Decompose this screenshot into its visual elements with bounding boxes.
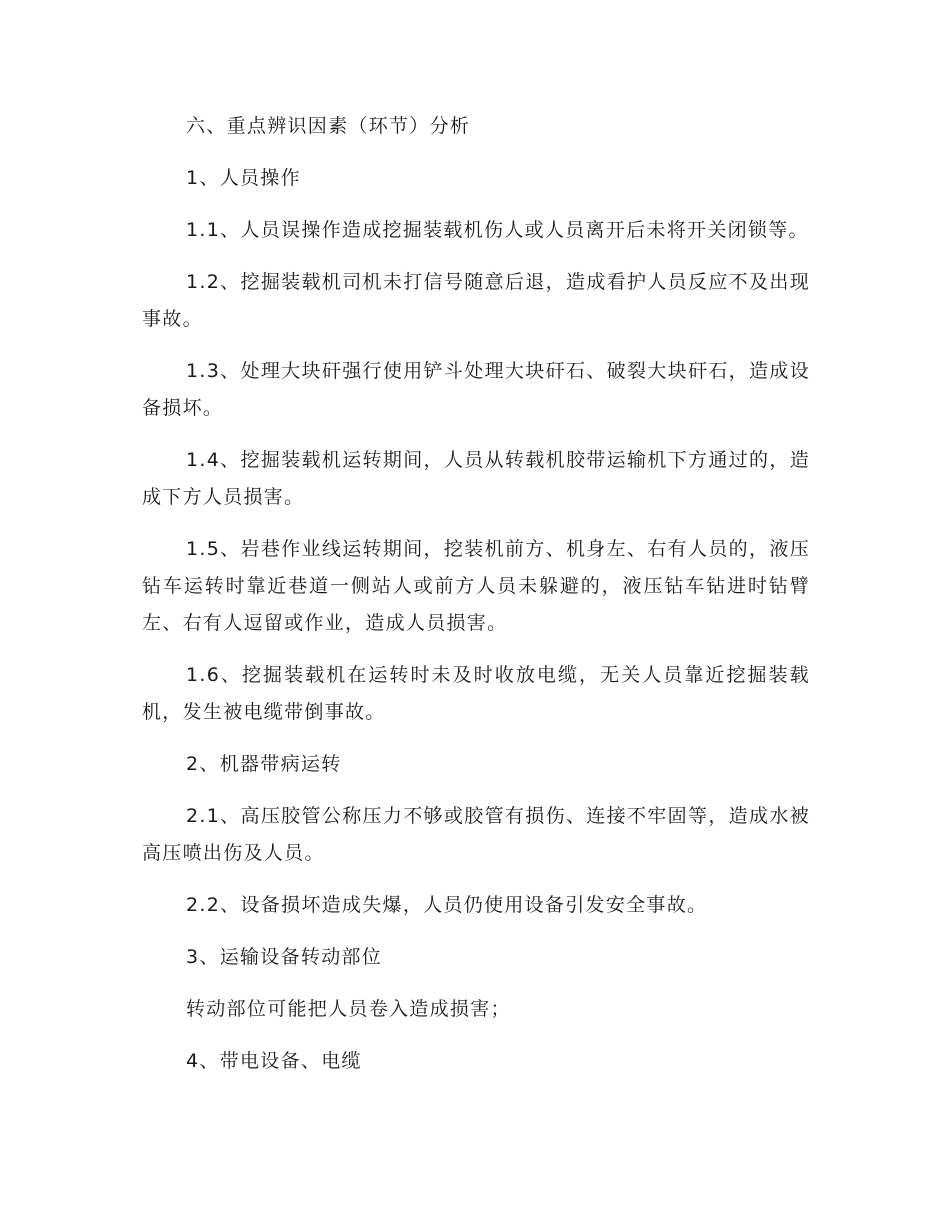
subsection-heading-1: 1、人员操作 [186, 167, 301, 189]
paragraph-2-2: 2.2、设备损坏造成失爆，人员仍使用设备引发安全事故。 [186, 894, 708, 916]
paragraph-1-1: 1.1、人员误操作造成挖掘装载机伤人或人员离开后未将开关闭锁等。 [186, 219, 809, 241]
paragraph-1-4: 1.4、挖掘装载机运转期间，人员从转载机胶带运输机下方通过的，造成下方人员损害。 [142, 449, 810, 508]
paragraph-2-1: 2.1、高压胶管公称压力不够或胶管有损伤、连接不牢固等，造成水被高压喷出伤及人员。 [142, 805, 810, 864]
subsection-heading-2: 2、机器带病运转 [186, 753, 342, 775]
paragraph-1-5: 1.5、岩巷作业线运转期间，挖装机前方、机身左、右有人员的，液压钻车运转时靠近巷道一侧站人或前方人员未躲避的，液压钻车钻进时钻臂左、右有人逗留或作业，造成人员损害。 [142, 538, 810, 634]
subsection-heading-4: 4、带电设备、电缆 [186, 1050, 362, 1072]
paragraph-1-6: 1.6、挖掘装载机在运转时未及时收放电缆，无关人员靠近挖掘装载机，发生被电缆带倒事故。 [142, 664, 810, 723]
section-heading-6: 六、重点辨识因素（环节）分析 [186, 115, 471, 137]
paragraph-1-2: 1.2、挖掘装载机司机未打信号随意后退，造成看护人员反应不及出现事故。 [142, 271, 810, 330]
paragraph-3: 转动部位可能把人员卷入造成损害； [186, 998, 511, 1020]
paragraph-1-3: 1.3、处理大块矸强行使用铲斗处理大块矸石、破裂大块矸石，造成设备损坏。 [142, 360, 810, 419]
document-body [142, 108, 810, 1095]
subsection-heading-3: 3、运输设备转动部位 [186, 946, 383, 968]
